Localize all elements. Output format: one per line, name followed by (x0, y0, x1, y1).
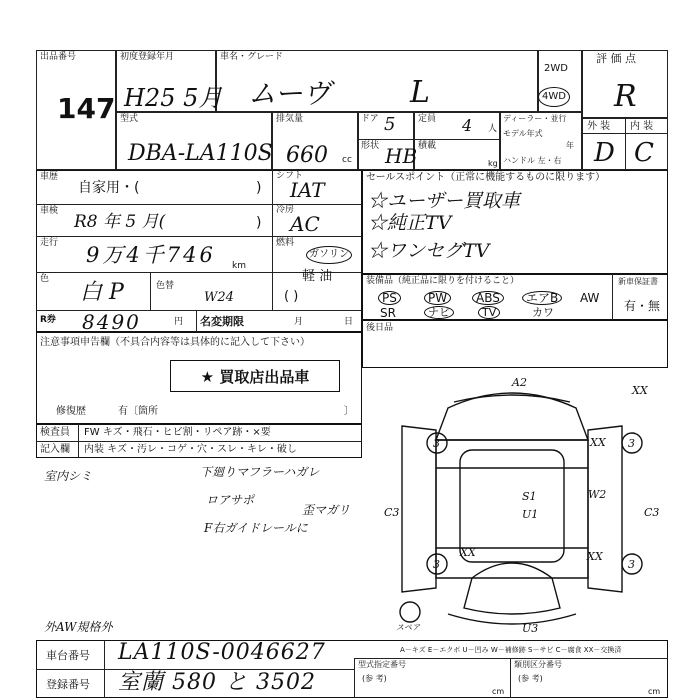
load-label: 積載 (418, 141, 437, 151)
spare-label: スペア (396, 623, 420, 632)
car-hood-outline (436, 393, 588, 440)
type-num-label: 型式指定番号 (358, 660, 406, 669)
shape-label: 形状 (361, 141, 380, 151)
divider (150, 272, 151, 310)
mark-c3-left: C3 (384, 506, 400, 519)
color-value: 白 P (80, 280, 124, 305)
buyer-banner (170, 360, 340, 392)
chassis-value: LA110S-0046627 (118, 640, 326, 665)
mark-u1: U1 (522, 508, 539, 521)
class-num-ref: (参 考) (518, 674, 543, 683)
cooling-label: 冷房 (276, 205, 295, 215)
exterior-value: D (594, 138, 615, 168)
mark-xx-3: XX (587, 550, 603, 563)
warranty-value: 有・無 (624, 299, 661, 313)
divider (612, 274, 613, 320)
grade-value: L (410, 75, 430, 110)
divider (354, 658, 355, 698)
shape-value: HB (385, 144, 418, 168)
cooling-value: AC (290, 212, 320, 236)
repair-close: 〕 (344, 406, 354, 417)
lot-label: 出品番号 (40, 52, 77, 62)
class-num-label: 類別区分番号 (514, 660, 562, 669)
divider (510, 658, 511, 698)
registration-value: 室蘭 580 と 3502 (118, 670, 316, 695)
year-unit: 年 (566, 141, 574, 150)
note-bend: 歪マガリ (302, 503, 351, 517)
displacement-label: 排気量 (276, 114, 304, 124)
inspector-line-2: 内装 キズ・汚レ・コゲ・穴・スレ・キレ・破し (84, 444, 297, 455)
name-value: ムーヴ (248, 77, 331, 110)
capacity-value: 4 (462, 116, 473, 135)
repair-label: 修復歴 (56, 406, 86, 417)
car-body-outline (436, 440, 588, 578)
notes-title: 注意事項申告欄（不具合内容等は具体的に記入して下さい） (40, 337, 310, 348)
km-unit: km (232, 261, 246, 271)
note-aw-nonstandard: 外AW規格外 (44, 620, 113, 634)
sales-point-3: ☆ワンセグTV (368, 240, 490, 262)
car-rear-outline (464, 563, 560, 614)
name-label: 車名・グレード (220, 52, 284, 62)
note-lower-support: ロアサポ (206, 493, 255, 507)
mark-xx-2: XX (460, 546, 476, 559)
name-period-label: 名変期限 (200, 315, 244, 328)
inspector-label-2: 記入欄 (40, 444, 70, 455)
warranty-label: 新車保証書 (618, 277, 658, 286)
mileage-label: 走行 (40, 238, 59, 248)
interior-label: 内 装 (630, 121, 654, 132)
shift-value: IAT (290, 178, 325, 202)
mark-xx-1: XX (590, 436, 606, 449)
rear-label: 後日品 (366, 323, 394, 333)
cm-unit-1: cm (492, 687, 505, 696)
sales-point-2: ☆純正TV (368, 212, 452, 234)
model-year-label: モデル年式 (503, 129, 543, 138)
eval-value: R (614, 79, 637, 114)
mark-a2: A2 (512, 376, 527, 389)
equip-aw: AW (580, 291, 600, 305)
displacement-value: 660 (286, 143, 328, 168)
car-bumper-front (454, 395, 570, 402)
repair-value: 有〔箇所 (118, 406, 158, 417)
divider (36, 204, 362, 205)
divider (36, 441, 362, 442)
inspector-line-1: FW キズ・飛石・ヒビ割・リペア跡・×要 (84, 427, 271, 438)
fuel-gas: ガソリン (306, 246, 352, 264)
month-label: 月 (294, 317, 304, 327)
r-value: 8490 (82, 310, 141, 334)
model-label: 型式 (120, 114, 139, 124)
equipment-title: 装備品（純正品に限りを付けること） (366, 276, 520, 286)
eval-label: 評 価 点 (596, 52, 636, 65)
cm-unit-2: cm (648, 687, 661, 696)
sales-title: セールスポイント（正常に機能するものに限ります） (366, 172, 606, 183)
buyer-banner-text: ★ 買取店出品車 (200, 367, 310, 386)
equip-abs: ABS (472, 291, 504, 305)
mark-3-rear-right: 3 (628, 558, 635, 571)
divider (358, 139, 500, 140)
equip-navi: ナビ (424, 306, 454, 319)
damage-diagram (362, 368, 668, 658)
first-reg-label: 初度登録年月 (120, 52, 175, 62)
color-code-label: 色替 (156, 281, 175, 291)
spare-tire (400, 602, 420, 622)
mark-3-front-left: 3 (433, 437, 440, 450)
fuel-light: 軽 油 (302, 269, 333, 284)
history-value: 自家用・( (78, 180, 140, 196)
registration-label: 登録番号 (46, 678, 90, 691)
interior-value: C (634, 138, 654, 168)
chassis-label: 車台番号 (46, 649, 90, 662)
car-bumper-rear (448, 614, 576, 624)
fuel-paren: ( ) (284, 289, 299, 304)
rear-frame (362, 320, 668, 368)
car-right-side-outline (588, 426, 622, 592)
divider (582, 133, 668, 134)
mark-3-rear-left: 3 (433, 558, 440, 571)
shift-label: シフト (276, 171, 304, 181)
note-muffler: 下廻りマフラーハガレ (200, 465, 320, 479)
kg-unit: kg (488, 159, 498, 168)
diagram-legend: A－キズ E－エクボ U－凹み W－補修跡 S－サビ C－腐食 XX－交換済 (400, 646, 622, 654)
dealer-label: ディーラー・並行 (503, 114, 567, 123)
note-guide-rail: F右ガイドレールに (204, 521, 308, 535)
mark-xx-4: XX (632, 384, 648, 397)
history-label: 車歴 (40, 172, 59, 182)
inspection-label: 車検 (40, 206, 59, 216)
equip-tv: TV (478, 306, 500, 319)
fuel-label: 燃料 (276, 238, 295, 248)
yen-unit: 円 (174, 317, 184, 327)
mark-s1: S1 (522, 490, 537, 503)
type-num-ref: (参 考) (362, 674, 387, 683)
divider (78, 424, 79, 458)
mileage-value: 9万4千746 (86, 243, 216, 267)
divider (36, 236, 362, 237)
divider (272, 170, 273, 310)
drive-2wd: 2WD (544, 63, 568, 74)
mark-u3: U3 (522, 622, 539, 635)
note-interior-stain: 室内シミ (44, 469, 93, 483)
divider (625, 118, 626, 170)
color-code-value: W24 (204, 290, 234, 305)
cc-unit: cc (342, 155, 352, 165)
equip-ps: PS (378, 291, 401, 305)
model-value: DBA-LA110S (128, 141, 273, 166)
handle-label: ハンドル 左・右 (503, 156, 562, 165)
doors-value: 5 (384, 114, 396, 135)
mark-c3-right: C3 (644, 506, 660, 519)
inspection-close: ) (256, 215, 262, 231)
inspection-value: R8 年 5 月( (74, 212, 166, 232)
capacity-unit: 人 (488, 124, 498, 134)
first-reg-value: H25 5月 (124, 84, 223, 112)
drive-4wd: 4WD (538, 87, 570, 107)
sales-point-1: ☆ユーザー買取車 (368, 190, 521, 212)
equip-leather: カワ (532, 306, 554, 319)
lot-number: 147 (57, 92, 116, 125)
equip-airbag: エアB (522, 291, 562, 305)
divider (104, 640, 105, 698)
inspector-label-1: 検査員 (40, 427, 70, 438)
color-label: 色 (40, 274, 50, 284)
equip-sr: SR (380, 306, 396, 320)
divider (354, 658, 668, 659)
mark-w2: W2 (588, 488, 607, 501)
equip-pw: PW (424, 291, 451, 305)
doors-label: ドア (361, 114, 379, 124)
divider (196, 310, 197, 332)
exterior-label: 外 装 (587, 121, 611, 132)
capacity-label: 定員 (418, 114, 437, 124)
day-label: 日 (344, 317, 354, 327)
history-close: ) (256, 180, 262, 196)
mark-3-front-right: 3 (628, 437, 635, 450)
r-label: R券 (40, 315, 56, 325)
